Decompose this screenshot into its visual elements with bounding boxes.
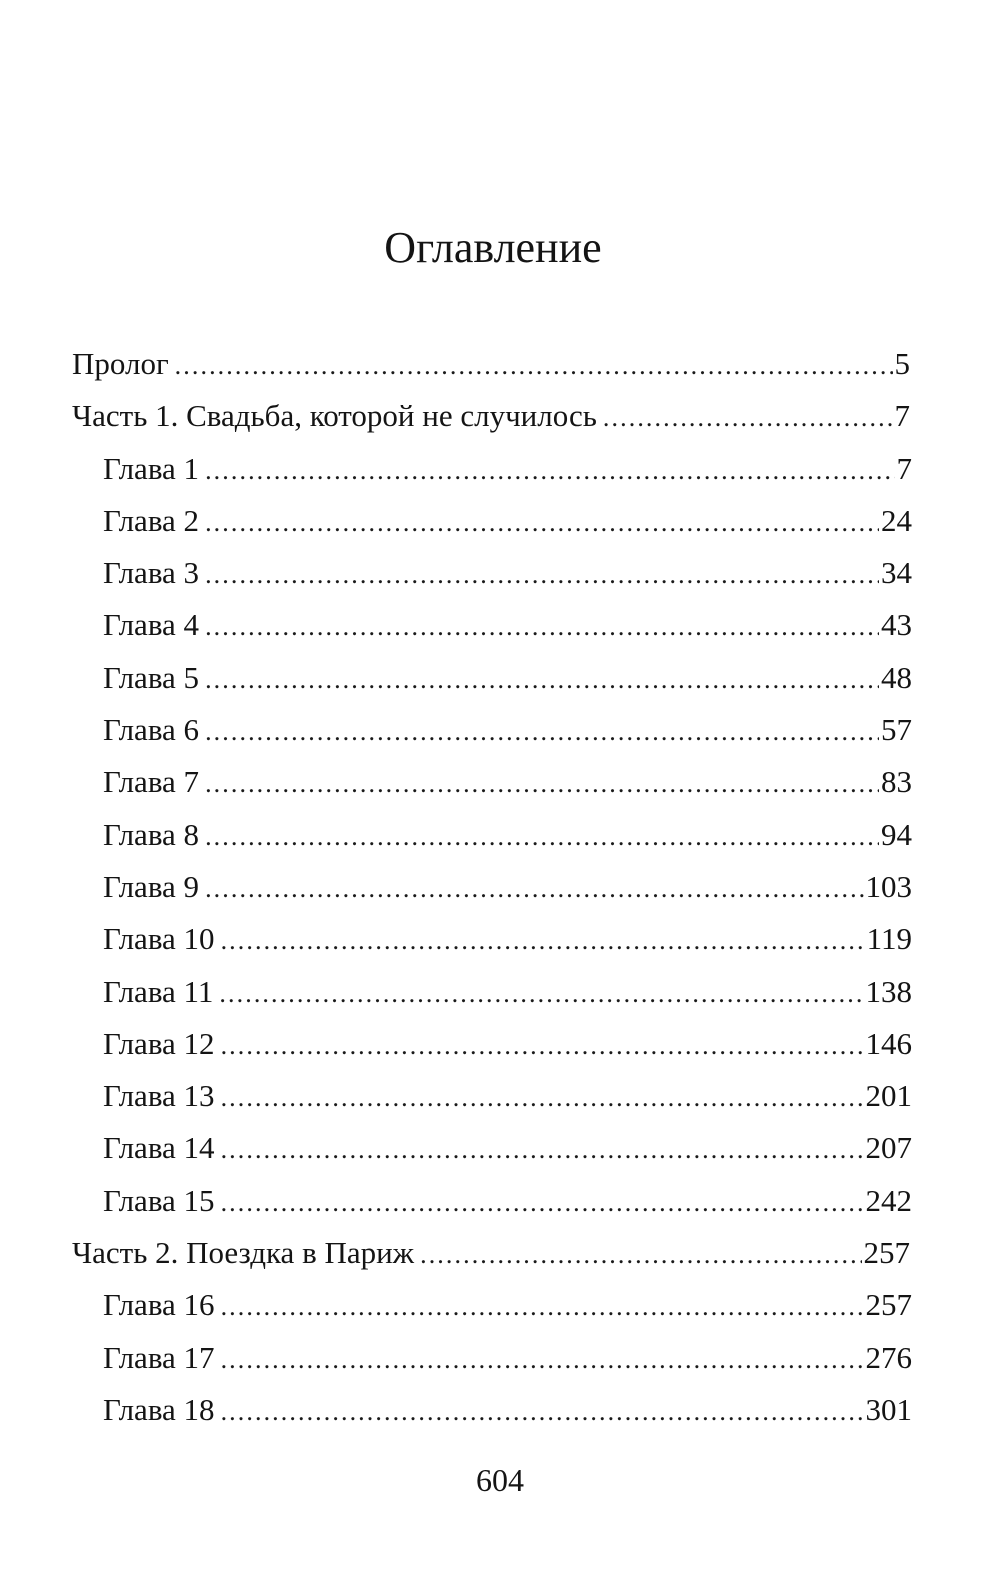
toc-chapter-entry: [0, 913, 1000, 965]
toc-entry-page-number: 83: [881, 764, 912, 800]
toc-entry-page-number: 257: [865, 1287, 912, 1323]
toc-entry-page-number: 301: [865, 1391, 912, 1427]
dot-leader: [603, 392, 893, 444]
toc-entry-page-number: 24: [881, 502, 912, 538]
toc-entry-label: Глава 1: [103, 450, 200, 486]
toc-entry-label: Часть 2. Поездка в Париж: [72, 1235, 415, 1271]
dot-leader: [205, 706, 879, 758]
toc-entry-page-number: 207: [865, 1130, 912, 1166]
dot-leader: [205, 445, 894, 497]
toc-chapter-entry: [0, 704, 1000, 756]
toc-chapter-entry: [0, 1332, 1000, 1384]
toc-chapter-entry: [0, 966, 1000, 1018]
dot-leader: [175, 340, 893, 392]
dot-leader: [221, 1020, 864, 1072]
dot-leader: [221, 915, 865, 967]
dot-leader: [221, 1177, 864, 1229]
dot-leader: [221, 1072, 864, 1124]
toc-entry-label: Глава 7: [103, 764, 200, 800]
toc-entry-page-number: 7: [896, 450, 912, 486]
toc-chapter-entry: [0, 495, 1000, 547]
toc-entry-label: Глава 2: [103, 502, 200, 538]
toc-entry-label: Часть 1. Свадьба, которой не случилось: [72, 398, 597, 434]
dot-leader: [205, 549, 879, 601]
toc-entry-label: Глава 10: [103, 921, 215, 957]
toc-chapter-entry: [0, 1018, 1000, 1070]
dot-leader: [205, 863, 863, 915]
toc-part-entry: [0, 338, 1000, 390]
page-number: 604: [476, 1462, 524, 1498]
toc-entry-page-number: 48: [881, 659, 912, 695]
table-of-contents: [0, 338, 1000, 1436]
dot-leader: [205, 654, 879, 706]
toc-entry-label: Глава 6: [103, 712, 200, 748]
toc-entry-page-number: 146: [865, 1025, 912, 1061]
toc-chapter-entry: [0, 1175, 1000, 1227]
toc-entry-label: Глава 16: [103, 1287, 215, 1323]
dot-leader: [221, 1281, 864, 1333]
toc-chapter-entry: [0, 1122, 1000, 1174]
toc-chapter-entry: [0, 599, 1000, 651]
toc-entry-page-number: 103: [865, 868, 912, 904]
toc-entry-label: Глава 15: [103, 1182, 215, 1218]
toc-chapter-entry: [0, 1384, 1000, 1436]
toc-part-entry: [0, 1227, 1000, 1279]
toc-entry-label: Глава 17: [103, 1339, 215, 1375]
dot-leader: [420, 1229, 861, 1281]
dot-leader: [221, 1386, 864, 1438]
dot-leader: [219, 968, 863, 1020]
toc-entry-label: Глава 5: [103, 659, 200, 695]
toc-chapter-entry: [0, 1070, 1000, 1122]
toc-chapter-entry: [0, 652, 1000, 704]
dot-leader: [205, 811, 879, 863]
toc-entry-page-number: 201: [865, 1078, 912, 1114]
toc-entry-label: Глава 18: [103, 1391, 215, 1427]
toc-entry-page-number: 94: [881, 816, 912, 852]
toc-chapter-entry: [0, 443, 1000, 495]
toc-entry-page-number: 34: [881, 555, 912, 591]
dot-leader: [205, 497, 879, 549]
dot-leader: [221, 1124, 864, 1176]
toc-part-entry: [0, 390, 1000, 442]
dot-leader: [205, 758, 879, 810]
dot-leader: [205, 601, 879, 653]
toc-entry-page-number: 257: [863, 1235, 910, 1271]
toc-chapter-entry: [0, 809, 1000, 861]
toc-entry-label: Глава 9: [103, 868, 200, 904]
toc-entry-label: Глава 13: [103, 1078, 215, 1114]
toc-entry-page-number: 119: [866, 921, 912, 957]
toc-chapter-entry: [0, 756, 1000, 808]
toc-chapter-entry: [0, 547, 1000, 599]
page-title: Оглавление: [384, 223, 602, 272]
toc-entry-label: Глава 8: [103, 816, 200, 852]
toc-entry-page-number: 276: [865, 1339, 912, 1375]
toc-entry-label: Глава 11: [103, 973, 214, 1009]
toc-entry-page-number: 242: [865, 1182, 912, 1218]
dot-leader: [221, 1334, 864, 1386]
toc-entry-page-number: 57: [881, 712, 912, 748]
toc-chapter-entry: [0, 1279, 1000, 1331]
toc-entry-label: Глава 4: [103, 607, 200, 643]
toc-entry-label: Глава 3: [103, 555, 200, 591]
toc-entry-page-number: 138: [865, 973, 912, 1009]
toc-entry-label: Пролог: [72, 346, 169, 381]
toc-entry-page-number: 43: [881, 607, 912, 643]
toc-entry-page-number: 7: [894, 398, 910, 434]
toc-entry-label: Глава 12: [103, 1025, 215, 1061]
toc-chapter-entry: [0, 861, 1000, 913]
toc-entry-label: Глава 14: [103, 1130, 215, 1166]
toc-entry-page-number: 5: [894, 346, 910, 381]
